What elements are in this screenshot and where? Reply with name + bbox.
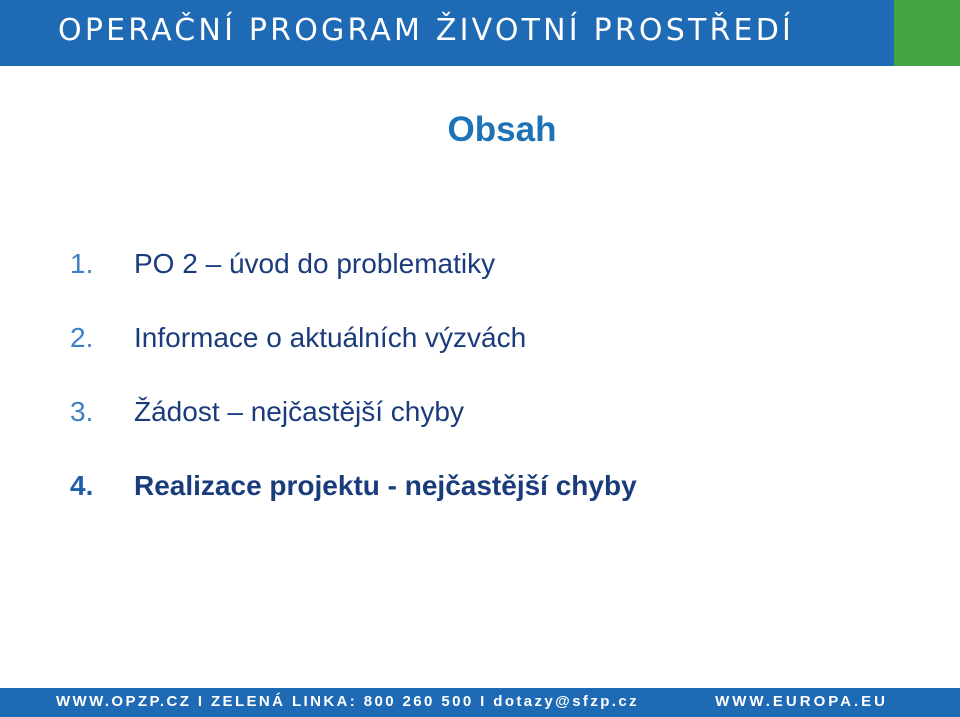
toc-item-active bbox=[70, 460, 930, 534]
toc-item-number: 1. bbox=[70, 248, 94, 279]
header-accent-block bbox=[894, 0, 960, 66]
slide-title: Obsah bbox=[447, 110, 557, 149]
toc-item bbox=[70, 312, 930, 386]
header-bar bbox=[0, 0, 894, 66]
toc-item-text: Realizace projektu - nejčastější chyby bbox=[134, 470, 637, 501]
toc-item bbox=[70, 386, 930, 460]
toc-item-text: Informace o aktuálních výzvách bbox=[134, 322, 527, 353]
footer-europa-link: WWW.EUROPA.EU bbox=[715, 693, 888, 710]
toc-item-text: PO 2 – úvod do problematiky bbox=[134, 248, 496, 279]
footer-contact: WWW.OPZP.CZ I ZELENÁ LINKA: 800 260 500 I dotazy@sfzp.cz bbox=[56, 693, 640, 710]
footer-bar bbox=[0, 688, 960, 717]
program-title: OPERAČNÍ PROGRAM ŽIVOTNÍ PROSTŘEDÍ bbox=[58, 13, 795, 48]
toc-item-text: Žádost – nejčastější chyby bbox=[134, 396, 464, 427]
toc-item-number: 4. bbox=[70, 470, 94, 501]
toc-item-number: 2. bbox=[70, 322, 94, 353]
toc-item-number: 3. bbox=[70, 396, 94, 427]
table-of-contents bbox=[70, 238, 930, 534]
toc-item bbox=[70, 238, 930, 312]
